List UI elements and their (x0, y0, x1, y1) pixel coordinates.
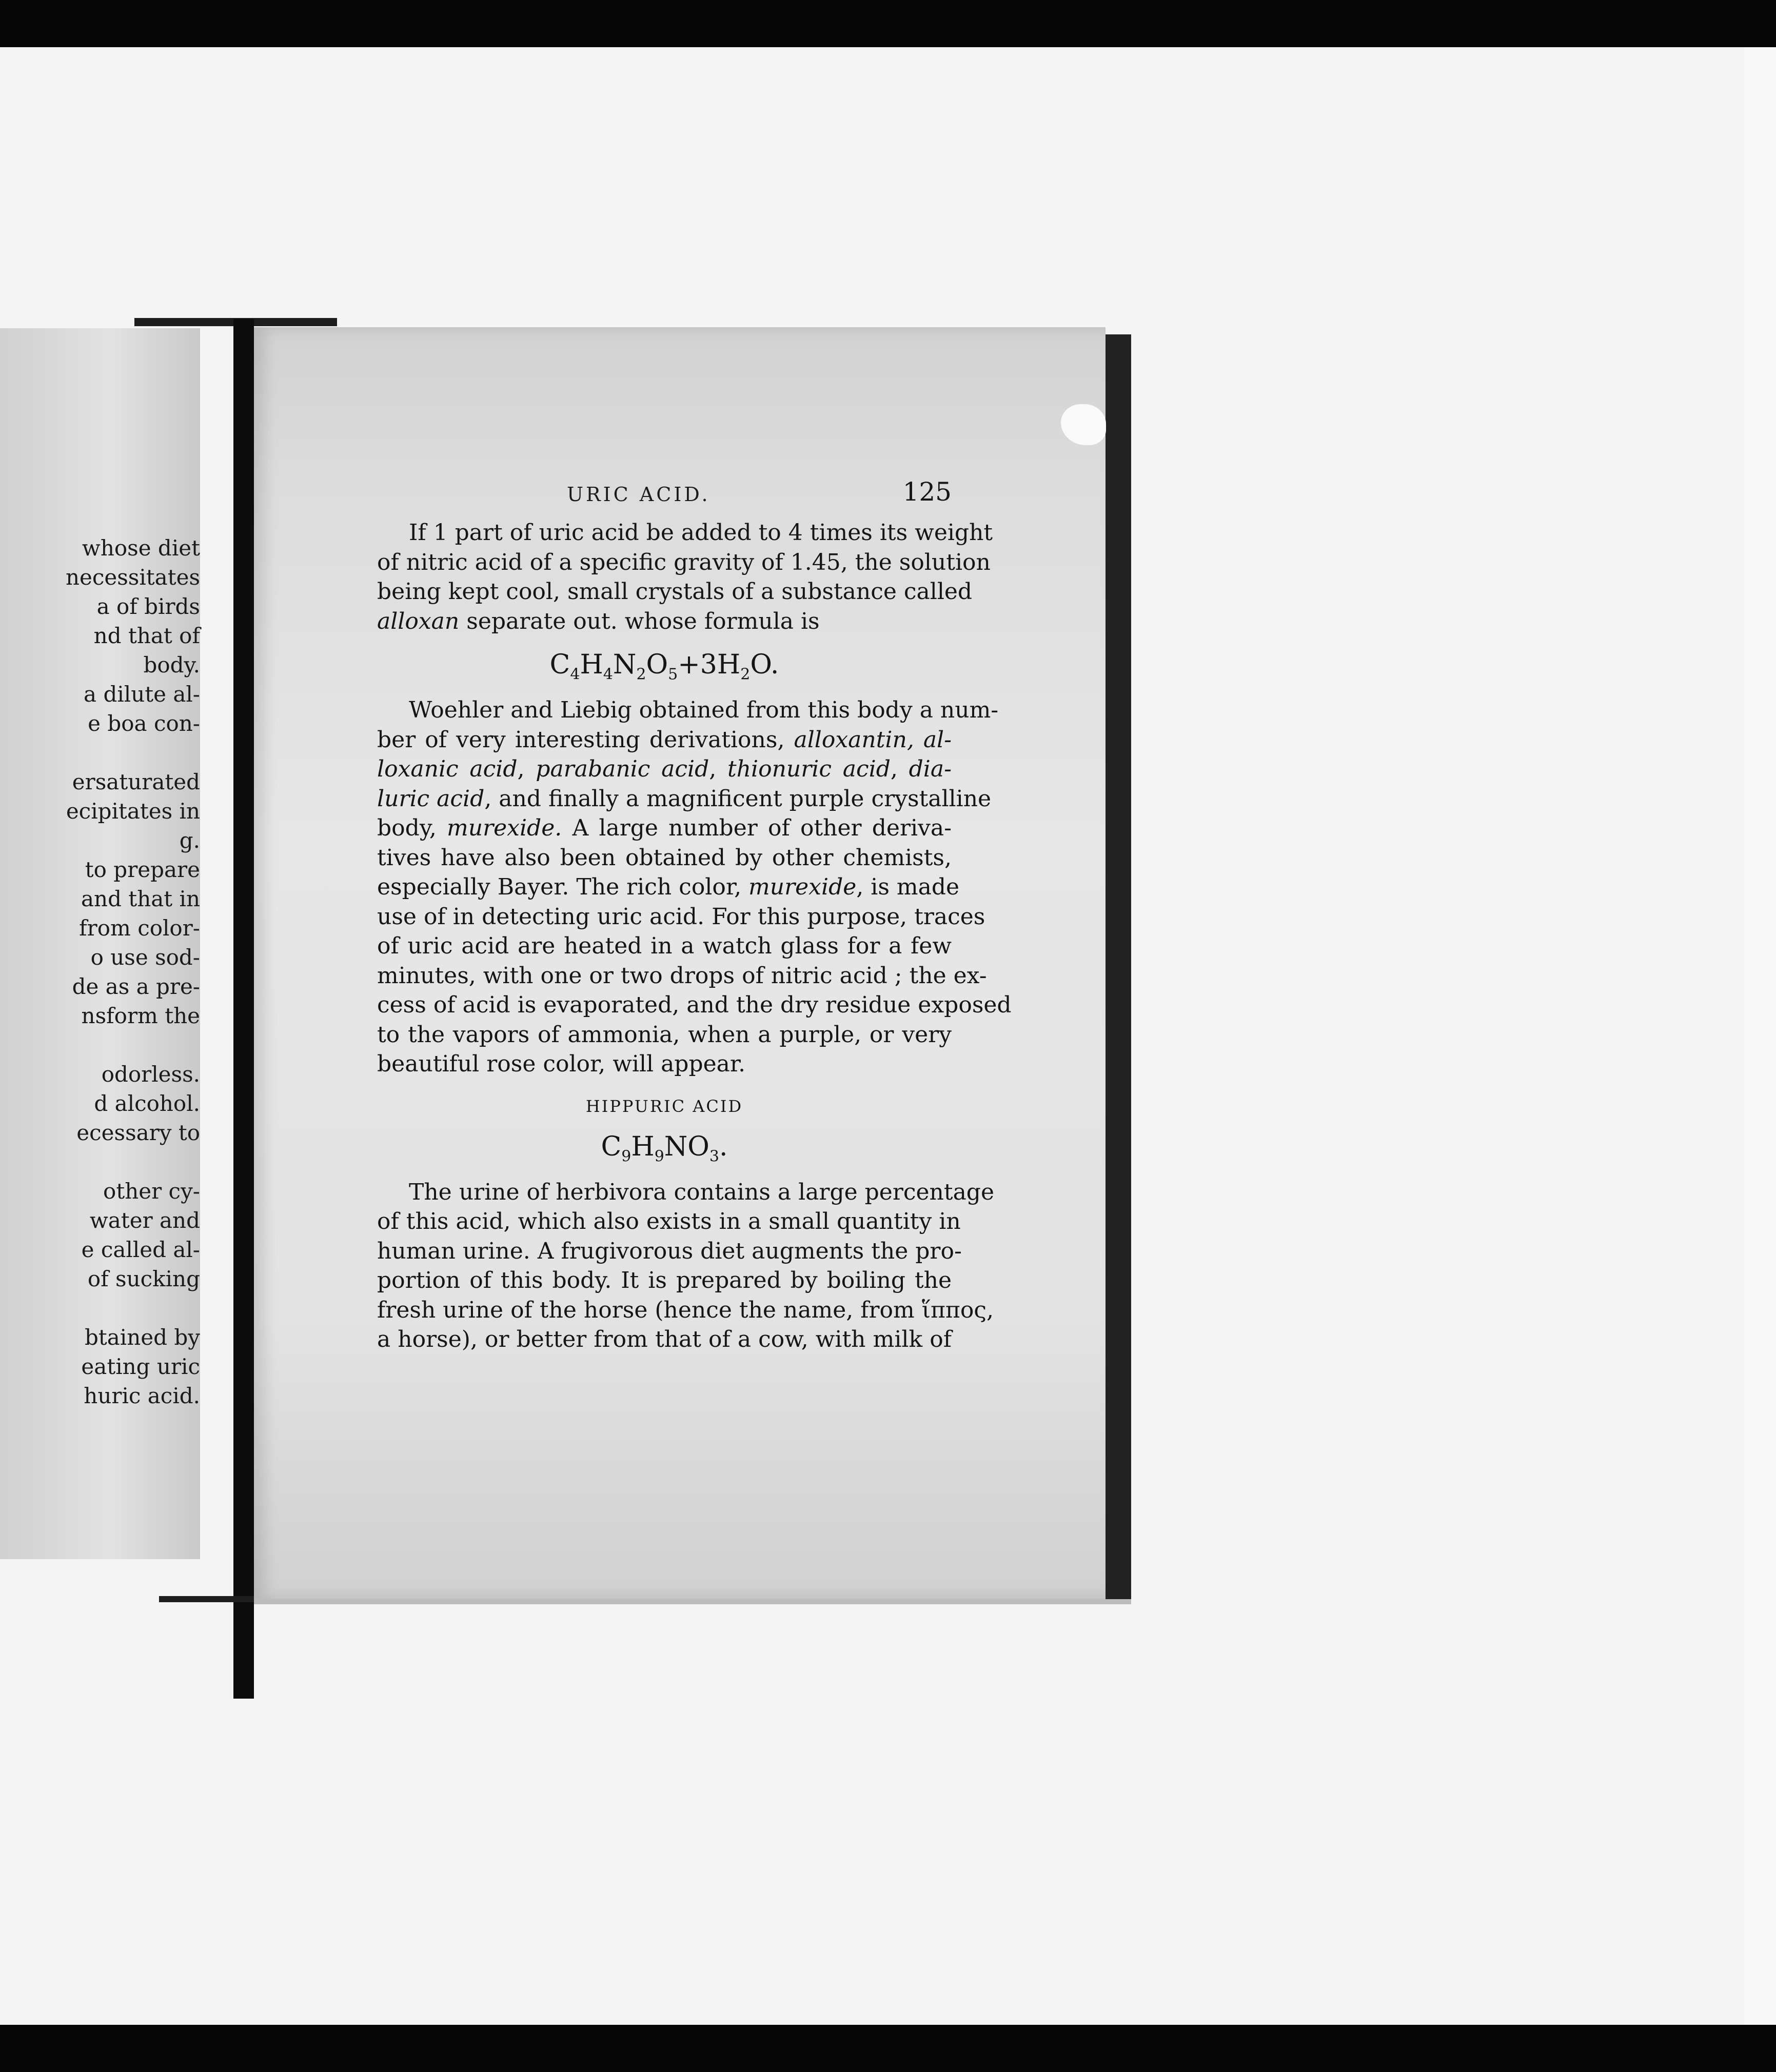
text-line: portion of this body. It is prepared by boiling the (377, 1267, 952, 1293)
scan-border-top (0, 0, 1776, 47)
left-page-line: other cy- (103, 1179, 200, 1204)
left-page-line: whose diet (82, 535, 200, 561)
text-line (377, 872, 960, 902)
left-page-line: btained by (85, 1325, 200, 1350)
formula-subscript: 9 (621, 1147, 632, 1165)
paragraph-alloxan (377, 518, 993, 636)
text-line (377, 813, 952, 843)
alloxan-formula (377, 644, 952, 685)
left-page-line: e boa con- (88, 711, 200, 736)
formula-part: C (549, 649, 570, 680)
italic-term: murexide. (447, 815, 562, 841)
formula-part: N (613, 649, 637, 680)
text-line: to the vapors of ammonia, when a purple, or very (377, 1021, 952, 1048)
left-page-line: water and (89, 1208, 200, 1233)
left-page-line: de as a pre- (72, 974, 200, 999)
paragraph-hippuric (377, 1178, 995, 1354)
left-page-text (56, 533, 200, 1410)
text-line: a horse), or better from that of a cow, with milk of (377, 1326, 952, 1352)
scan-border-right (1744, 47, 1776, 2025)
text-line: beautiful rose color, will appear. (377, 1051, 746, 1077)
left-page-line: ersaturated (72, 769, 200, 794)
italic-term: thionuric acid (727, 756, 891, 782)
italic-term: loxanic acid (377, 756, 518, 782)
paragraph-derivations (377, 695, 1012, 1079)
page-header (377, 477, 952, 518)
formula-subscript: 2 (740, 665, 751, 684)
left-page-line: ecipitates in (66, 799, 200, 824)
scan-border-bottom (0, 2025, 1776, 2072)
italic-term: alloxan (377, 608, 460, 634)
italic-term: parabanic acid (536, 756, 709, 782)
formula-part: H (631, 1131, 655, 1162)
text-line: tives have also been obtained by other chemists, (377, 844, 952, 871)
formula-part: +3H (678, 649, 741, 680)
text-line: The urine of herbivora contains a large percentage (409, 1179, 995, 1205)
left-page-line: body. (143, 652, 200, 678)
formula-subscript: 3 (709, 1147, 720, 1165)
left-page-line: from color- (79, 915, 200, 941)
italic-term: luric acid (377, 785, 485, 812)
page-number: 125 (902, 477, 952, 507)
text-fragment: body, (377, 815, 447, 841)
text-line: use of in detecting uric acid. For this purpose, traces (377, 903, 985, 930)
formula-part: NO (664, 1131, 709, 1162)
text-fragment: A large number of other deriva- (562, 815, 952, 841)
text-line (377, 754, 952, 784)
text-line: human urine. A frugivorous diet augments the pro- (377, 1238, 962, 1264)
formula-part: O. (750, 649, 779, 680)
text-line (377, 607, 952, 636)
hippuric-acid-formula (377, 1126, 952, 1167)
left-page-line: huric acid. (84, 1383, 200, 1408)
formula-subscript: 4 (570, 665, 580, 684)
left-page-line (56, 738, 200, 767)
left-page-line: g. (179, 828, 200, 853)
text-fragment: , (709, 756, 728, 782)
left-page-line: e called al- (81, 1237, 200, 1262)
text-line: of uric acid are heated in a watch glass for a few (377, 933, 952, 959)
page-edge (1106, 334, 1131, 1601)
formula-part: H (580, 649, 603, 680)
left-page-line: o use sod- (90, 945, 200, 970)
left-page-line: necessitates (65, 565, 200, 590)
left-page-line: nsform the (81, 1003, 200, 1028)
text-line: cess of acid is evaporated, and the dry residue exposed (377, 992, 1012, 1018)
italic-term: dia- (909, 756, 952, 782)
text-fragment: , (890, 756, 909, 782)
formula-subscript: 4 (603, 665, 613, 684)
formula-part: . (719, 1131, 728, 1162)
left-page-line (56, 1293, 200, 1323)
text-line (377, 784, 992, 814)
formula-subscript: 9 (654, 1147, 664, 1165)
page-bottom-edge (254, 1599, 1131, 1604)
italic-term: alloxantin, al- (794, 726, 952, 753)
left-page (0, 328, 200, 1559)
left-page-line (56, 1030, 200, 1060)
text-fragment: especially Bayer. The rich color, (377, 874, 749, 900)
page-content (377, 477, 1012, 1354)
text-fragment: , and finally a magnificent purple crystalline (484, 785, 992, 812)
formula-subscript: 2 (636, 665, 646, 684)
section-heading: HIPPURIC ACID (585, 1096, 743, 1116)
left-page-line: ecessary to (76, 1120, 200, 1145)
text-fragment: ber of very interesting derivations, (377, 726, 794, 753)
left-page-line: d alcohol. (94, 1091, 200, 1116)
text-line: fresh urine of the horse (hence the name, from ἵππος, (377, 1297, 994, 1323)
running-head: URIC ACID. (567, 483, 711, 506)
text-line: being kept cool, small crystals of a substance called (377, 579, 973, 605)
left-page-line: of sucking (87, 1266, 200, 1291)
text-line: of nitric acid of a specific gravity of 1.45, the solution (377, 549, 991, 575)
left-page-line: odorless. (101, 1062, 200, 1087)
italic-term: murexide (748, 874, 857, 900)
text-line (377, 725, 952, 755)
text-fragment: separate out. whose formula is (459, 608, 820, 634)
formula-part: O (646, 649, 668, 680)
left-page-line: a dilute al- (84, 682, 200, 707)
left-page-line (56, 1147, 200, 1177)
left-page-line: to prepare (85, 857, 200, 882)
text-fragment: , is made (856, 874, 960, 900)
book-spine (233, 319, 254, 1699)
left-page-line: a of birds (96, 594, 200, 619)
text-line: Woehler and Liebig obtained from this body a num- (409, 697, 999, 723)
text-line: minutes, with one or two drops of nitric acid ; the ex- (377, 962, 987, 989)
text-line: of this acid, which also exists in a small quantity in (377, 1208, 961, 1234)
left-page-line: and that in (81, 886, 200, 911)
formula-part: C (601, 1131, 622, 1162)
left-page-line: eating uric (81, 1354, 200, 1379)
text-fragment: , (517, 756, 536, 782)
text-line: If 1 part of uric acid be added to 4 times its weight (409, 520, 993, 546)
left-page-line: nd that of (93, 623, 200, 648)
formula-subscript: 5 (668, 665, 678, 684)
